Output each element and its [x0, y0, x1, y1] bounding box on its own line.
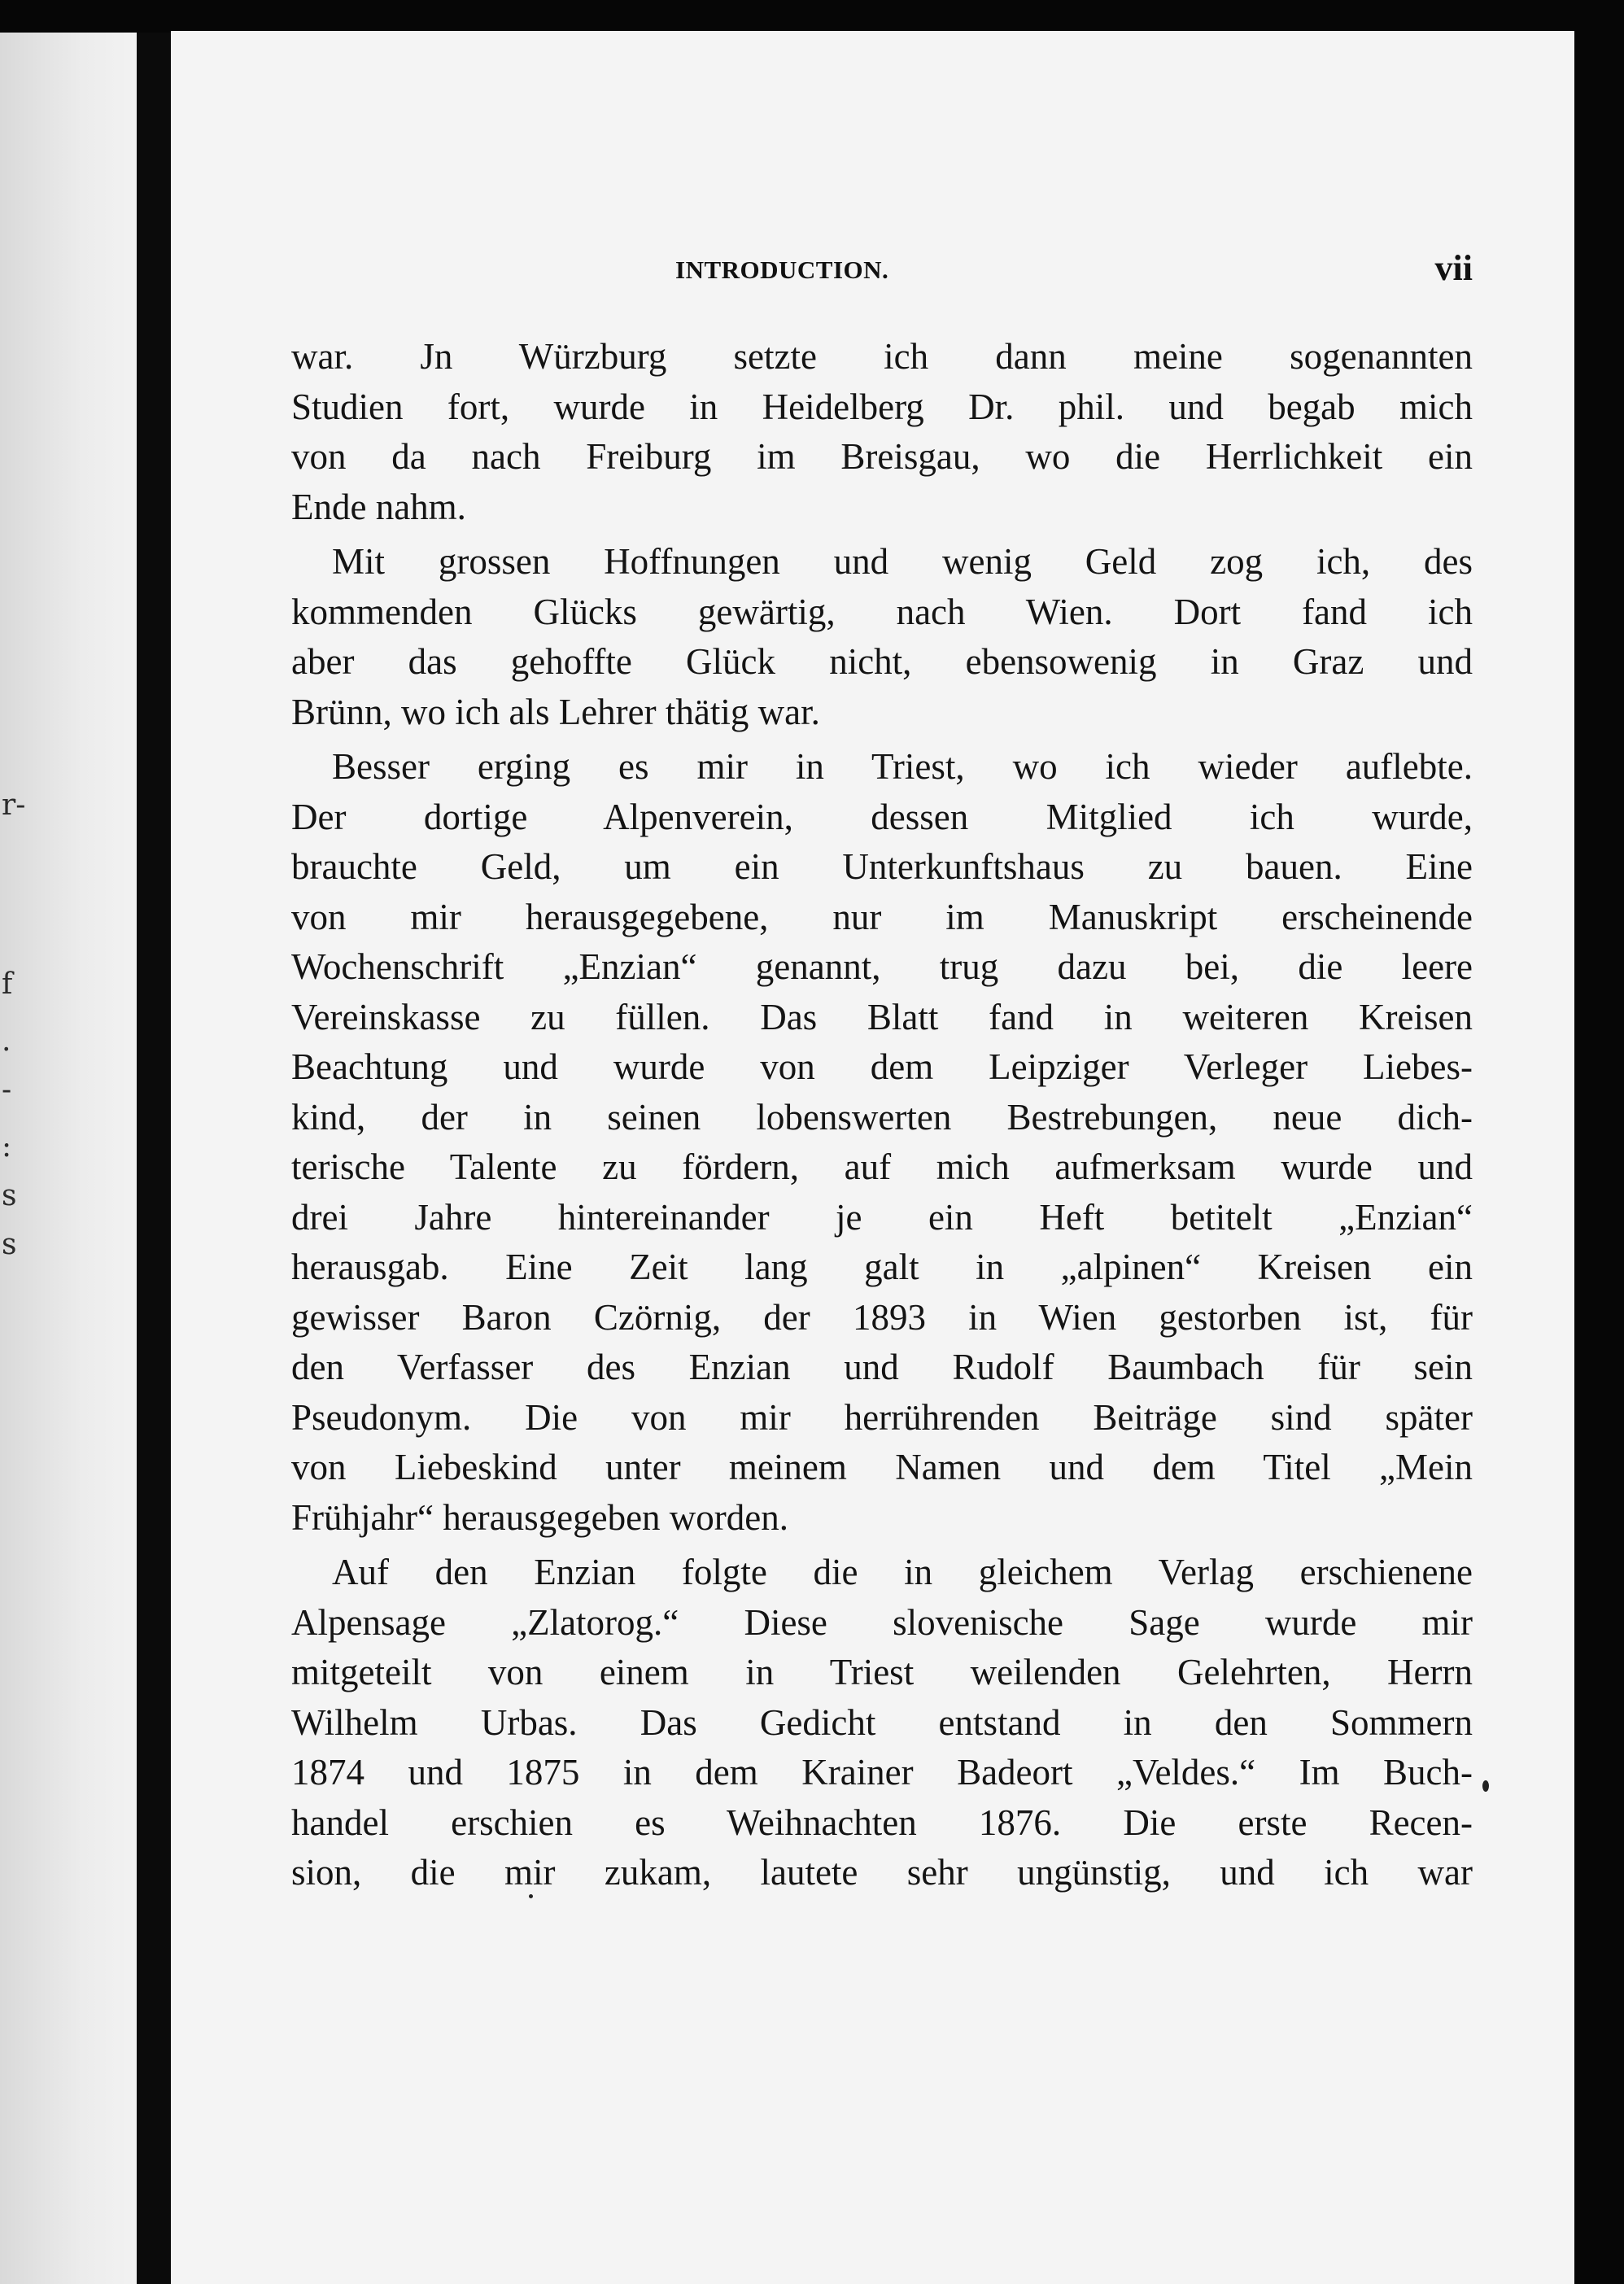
dust-speck	[529, 1894, 533, 1898]
text-line: handel erschien es Weihnachten 1876. Die erste Recen-	[291, 1801, 1473, 1843]
text-line: Alpensage „Zlatorog.“ Diese slovenische Sage wurde mir	[291, 1601, 1473, 1643]
margin-fragment: s	[2, 1228, 17, 1261]
text-line: von da nach Freiburg im Breisgau, wo die Herrlichkeit ein	[291, 436, 1473, 477]
text-line: herausgab. Eine Zeit lang galt in „alpinen“ Kreisen ein	[291, 1247, 1473, 1287]
text-line: drei Jahre hintereinander je ein Heft betitelt „Enzian“	[291, 1196, 1473, 1238]
text-line: brauchte Geld, um ein Unterkunftshaus zu bauen. Eine	[291, 846, 1473, 887]
text-line: kind, der in seinen lobenswerten Bestrebungen, neue dich-	[291, 1096, 1473, 1138]
text-line: von Liebeskind unter meinem Namen und dem Titel „Mein	[291, 1447, 1473, 1487]
text-line: den Verfasser des Enzian und Rudolf Baumbach für sein	[291, 1347, 1473, 1387]
margin-fragment: :	[2, 1130, 12, 1164]
text-line: Auf den Enzian folgte die in gleichem Verlag erschienene	[332, 1552, 1473, 1592]
text-line: mitgeteilt von einem in Triest weilenden Gelehrten, Herrn	[291, 1652, 1473, 1692]
text-line: Frühjahr“ herausgegeben worden.	[291, 1496, 789, 1538]
text-line: 1874 und 1875 in dem Krainer Badeort „Veldes.“ Im Buch-	[291, 1752, 1473, 1793]
margin-fragment: r-	[2, 788, 26, 822]
page-number: vii	[1434, 248, 1473, 288]
text-line: gewisser Baron Czörnig, der 1893 in Wien gestorben ist, für	[291, 1296, 1473, 1338]
text-line: Ende nahm.	[291, 486, 466, 527]
page-gutter	[137, 33, 171, 2284]
dust-speck	[1482, 1780, 1489, 1792]
running-head: INTRODUCTION.	[675, 255, 889, 284]
margin-fragment: .	[2, 1024, 11, 1058]
paragraph	[291, 537, 1473, 737]
text-line: sion, die mir zukam, lautete sehr ungünstig, und ich war	[291, 1852, 1473, 1893]
text-line: Wilhelm Urbas. Das Gedicht entstand in den Sommern	[291, 1701, 1473, 1743]
paragraph	[291, 742, 1473, 1543]
margin-fragment: -	[2, 1073, 12, 1107]
margin-fragment: f	[2, 967, 13, 1001]
text-line: terische Talente zu fördern, auf mich aufmerksam wurde und	[291, 1146, 1473, 1187]
text-line: Pseudonym. Die von mir herrührenden Beiträge sind später	[291, 1396, 1473, 1438]
text-line: Besser erging es mir in Triest, wo ich wieder auflebte.	[332, 746, 1473, 787]
text-line: Studien fort, wurde in Heidelberg Dr. phil. und begab mich	[291, 386, 1473, 427]
text-line: war. Jn Würzburg setzte ich dann meine sogenannten	[291, 336, 1473, 377]
text-line: kommenden Glücks gewärtig, nach Wien. Dort fand ich	[291, 591, 1473, 632]
text-line: Beachtung und wurde von dem Leipziger Verleger Liebes-	[291, 1046, 1473, 1087]
text-line: Vereinskasse zu füllen. Das Blatt fand in weiteren Kreisen	[291, 996, 1473, 1037]
body-text	[291, 332, 1473, 1898]
book-page	[171, 31, 1574, 2284]
text-line: Mit grossen Hoffnungen und wenig Geld zog ich, des	[332, 541, 1473, 582]
margin-fragment: s	[2, 1179, 17, 1212]
text-line: aber das gehoffte Glück nicht, ebensowenig in Graz und	[291, 641, 1473, 682]
text-line: von mir herausgegebene, nur im Manuskript erscheinende	[291, 896, 1473, 937]
text-line: Brünn, wo ich als Lehrer thätig war.	[291, 691, 820, 732]
paragraph	[291, 332, 1473, 532]
previous-page-edge	[0, 33, 137, 2284]
page-header	[675, 244, 1473, 293]
text-line: Wochenschrift „Enzian“ genannt, trug dazu bei, die leere	[291, 946, 1473, 987]
paragraph	[291, 1548, 1473, 1898]
text-line: Der dortige Alpenverein, dessen Mitglied ich wurde,	[291, 796, 1473, 837]
